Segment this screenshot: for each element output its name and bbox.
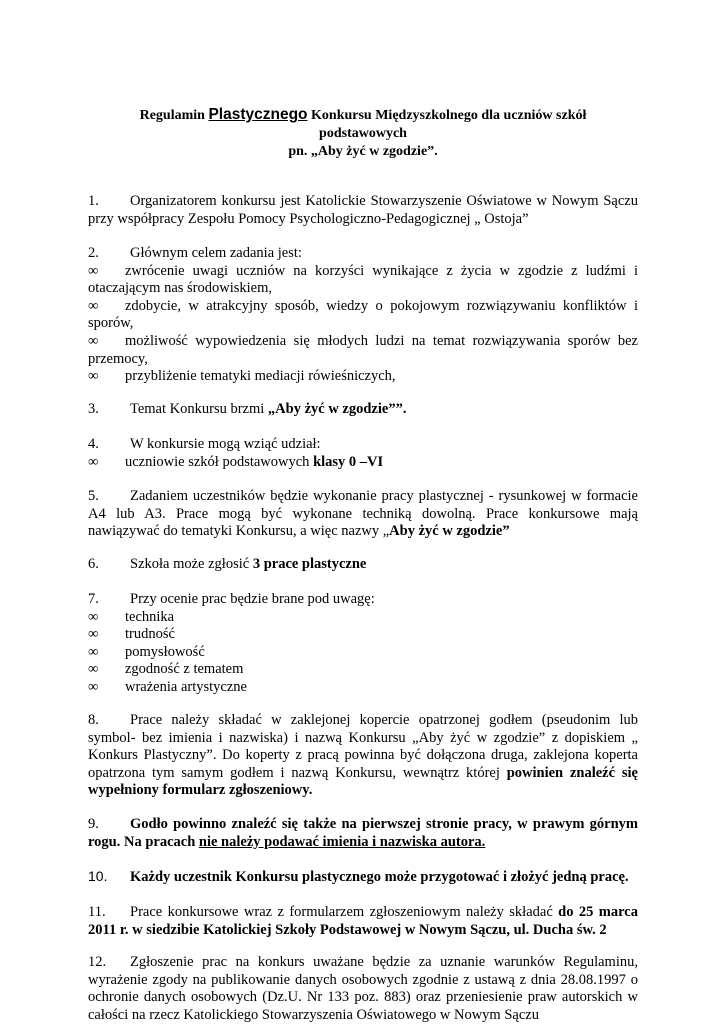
section-bold-text: „Aby żyć w zgodzie””. bbox=[267, 401, 407, 417]
section-number: 8. bbox=[88, 712, 99, 728]
list-item bbox=[88, 368, 638, 386]
section-text: Przy ocenie prac będzie brane pod uwagę: bbox=[130, 591, 375, 607]
list-item bbox=[88, 679, 638, 697]
section-text: Zadaniem uczestników będzie wykonanie pracy plastycznej - rysunkowej w formacie A4 lub A3. Prace mogą być wykonane techniką dowolną. Prace konkursowe mają nawiązywać do tematyki Konkursu, a więc nazwy „ bbox=[88, 488, 638, 540]
infinity-bullet-icon: ∞ bbox=[88, 608, 99, 625]
infinity-bullet-icon: ∞ bbox=[88, 453, 99, 470]
section-number: 5. bbox=[88, 488, 99, 504]
section-5 bbox=[88, 488, 638, 541]
section-number: 2. bbox=[88, 245, 99, 261]
list-item bbox=[88, 298, 638, 333]
list-item bbox=[88, 626, 638, 644]
section-2 bbox=[88, 245, 638, 386]
section-6 bbox=[88, 556, 638, 574]
infinity-bullet-icon: ∞ bbox=[88, 262, 99, 279]
section-bold-text: do 25 marca 2011 r. w siedzibie Katolickiej Szkoły Podstawowej w Nowym Sączu, ul. Ducha św. 2 bbox=[88, 904, 638, 938]
section-text: Zgłoszenie prac na konkurs uważane będzie za uznanie warunków Regulaminu, wyrażenie zgody na publikowanie danych osobowych zgodnie z ustawą z dnia 28.08.1997 o ochronie danych osobowych (Dz.U. Nr 133 poz. 883) oraz przeniesienie praw autorskich w całości na rzecz Katolickiego Stowarzyszenia Oświatowego w Nowym Sączu bbox=[88, 954, 638, 1023]
section-number: 12. bbox=[88, 954, 107, 970]
list-item bbox=[88, 644, 638, 662]
section-number: 3. bbox=[88, 401, 99, 417]
section-text: Prace należy składać w zaklejonej kopercie opatrzonej godłem (pseudonim lub symbol- bez imienia i nazwiska) i nazwą Konkursu „Aby żyć w zgodzie” z dopiskiem „ Konkurs Plastyczny”. Do koperty z pracą powinna być dołączona druga, zaklejona koperta opatrzona tym samym godłem i nazwą Konkursu, wewnątrz której bbox=[88, 712, 638, 781]
infinity-bullet-icon: ∞ bbox=[88, 643, 99, 660]
section-text: Głównym celem zadania jest: bbox=[130, 245, 302, 261]
section-underlined-text: nie należy podawać imienia i nazwiska autora. bbox=[198, 833, 486, 850]
section-bold-text: powinien znaleźć się wypełniony formularz zgłoszeniowy. bbox=[88, 764, 638, 799]
section-text: Szkoła może zgłosić bbox=[130, 556, 253, 572]
list-item-text: uczniowie szkół podstawowych bbox=[125, 453, 314, 470]
infinity-bullet-icon: ∞ bbox=[88, 368, 99, 385]
section-4 bbox=[88, 436, 638, 471]
section-number: 9. bbox=[88, 816, 99, 832]
section-bold-text: Każdy uczestnik Konkursu plastycznego może przygotować i złożyć jedną pracę. bbox=[130, 869, 629, 885]
section-3 bbox=[88, 401, 638, 419]
list-item bbox=[88, 661, 638, 679]
title-line-2: podstawowych bbox=[319, 126, 407, 141]
infinity-bullet-icon: ∞ bbox=[88, 626, 99, 643]
title-line-1 bbox=[88, 106, 638, 125]
section-1 bbox=[88, 193, 638, 228]
section-bold-text: Aby żyć w zgodzie” bbox=[389, 523, 510, 540]
section-number: 1. bbox=[88, 193, 99, 209]
infinity-bullet-icon: ∞ bbox=[88, 678, 99, 695]
section-text: Temat Konkursu brzmi bbox=[130, 401, 268, 417]
section-number: 7. bbox=[88, 591, 99, 607]
list-item bbox=[88, 263, 638, 298]
section-text: Organizatorem konkursu jest Katolickie Stowarzyszenie Oświatowe w Nowym Sączu przy współpracy Zespołu Pomocy Psychologiczno-Pedagogicznej „ Ostoja” bbox=[88, 193, 638, 227]
section-9 bbox=[88, 816, 638, 851]
title-line-3: pn. „Aby żyć w zgodzie”. bbox=[288, 144, 438, 159]
document-title bbox=[88, 106, 638, 161]
section-number: 10. bbox=[88, 868, 108, 884]
list-item-text: zdobycie, w atrakcyjny sposób, wiedzy o pokojowym rozwiązywaniu konfliktów i sporów, bbox=[88, 297, 638, 332]
list-item-text: trudność bbox=[125, 626, 175, 643]
list-item-text: wrażenia artystyczne bbox=[125, 678, 247, 695]
section-number: 6. bbox=[88, 556, 99, 572]
list-item-text: zwrócenie uwagi uczniów na korzyści wynikające z życia w zgodzie z ludźmi i otaczającym nas środowiskiem, bbox=[88, 262, 638, 297]
section-bold-text: 3 prace plastyczne bbox=[252, 556, 367, 572]
list-item bbox=[88, 609, 638, 627]
section-11 bbox=[88, 904, 638, 939]
title-text-plastycznego: Plastycznego bbox=[208, 106, 308, 123]
list-item-text: technika bbox=[125, 608, 175, 625]
section-8 bbox=[88, 712, 638, 800]
section-12 bbox=[88, 954, 638, 1024]
section-text: W konkursie mogą wziąć udział: bbox=[130, 436, 321, 452]
section-10 bbox=[88, 868, 638, 887]
title-text-konkursu: Konkursu Międzyszkolnego dla uczniów szkół bbox=[307, 108, 587, 123]
title-text-regulamin: Regulamin bbox=[139, 108, 209, 123]
infinity-bullet-icon: ∞ bbox=[88, 661, 99, 678]
infinity-bullet-icon: ∞ bbox=[88, 332, 99, 349]
list-item-text: przybliżenie tematyki mediacji rówieśniczych, bbox=[125, 368, 396, 385]
list-item-text: możliwość wypowiedzenia się młodych ludzi na temat rozwiązywania sporów bez przemocy, bbox=[88, 332, 638, 367]
infinity-bullet-icon: ∞ bbox=[88, 297, 99, 314]
section-7 bbox=[88, 591, 638, 697]
list-item bbox=[88, 454, 638, 472]
section-number: 4. bbox=[88, 436, 99, 452]
section-bold-text: Godło powinno znaleźć się także na pierwszej stronie pracy, w prawym górnym rogu. Na pracach bbox=[88, 816, 638, 850]
section-text: Prace konkursowe wraz z formularzem zgłoszeniowym należy składać bbox=[130, 904, 559, 920]
list-item-bold-text: klasy 0 –VI bbox=[313, 453, 384, 470]
list-item-text: pomysłowość bbox=[125, 643, 205, 660]
list-item-text: zgodność z tematem bbox=[125, 661, 244, 678]
section-number: 11. bbox=[88, 904, 106, 920]
list-item bbox=[88, 333, 638, 368]
